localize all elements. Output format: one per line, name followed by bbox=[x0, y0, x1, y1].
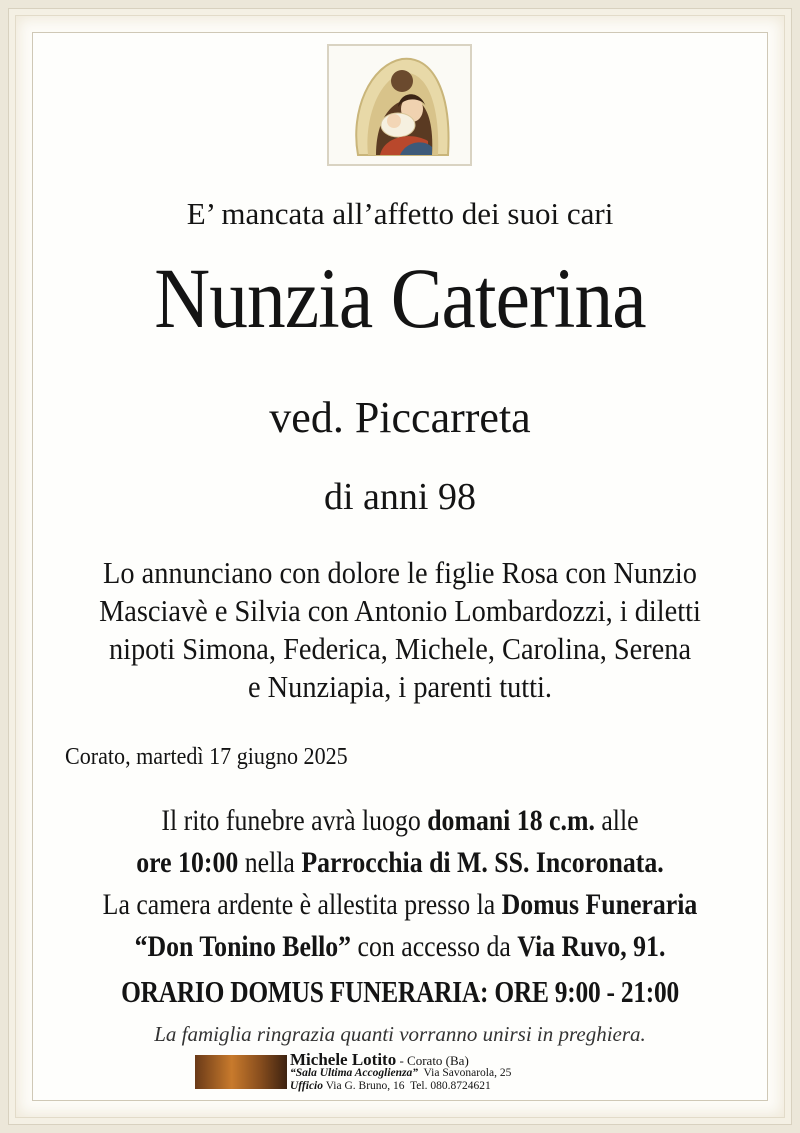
rite-line-3: La camera ardente è allestita presso la Domus Funeraria bbox=[102, 888, 698, 921]
age-text: di anni 98 bbox=[324, 476, 476, 518]
rite-line-1: Il rito funebre avrà luogo domani 18 c.m. alle bbox=[161, 804, 639, 837]
deceased-name: Nunzia Caterina bbox=[154, 250, 646, 346]
intro-text: E’ mancata all’affetto dei suoi cari bbox=[186, 196, 614, 231]
widow-of-text: ved. Piccarreta bbox=[269, 393, 531, 442]
funeral-home-logo bbox=[195, 1055, 287, 1089]
opening-hours: ORARIO DOMUS FUNERARIA: ORE 9:00 - 21:00 bbox=[121, 974, 679, 1009]
funeral-home-footer bbox=[193, 1050, 613, 1090]
place-date: Corato, martedì 17 giugno 2025 bbox=[65, 744, 348, 770]
rite-line-4: “Don Tonino Bello” con accesso da Via Ruvo, 91. bbox=[134, 930, 666, 963]
funeral-home-hall: “Sala Ultima Accoglienza” Via Savonarola, 25 bbox=[290, 1067, 512, 1079]
holy-family-image bbox=[327, 44, 472, 166]
announcement-line: nipoti Simona, Federica, Michele, Carolina, Serena bbox=[108, 632, 692, 666]
thanks-text: La famiglia ringrazia quanti vorranno unirsi in preghiera. bbox=[154, 1022, 646, 1046]
announcement-paragraph bbox=[0, 554, 800, 706]
announcement-line: Lo annunciano con dolore le figlie Rosa con Nunzio bbox=[103, 556, 697, 590]
funeral-home-name: Michele Lotito - Corato (Ba) bbox=[290, 1050, 469, 1069]
announcement-line: Masciavè e Silvia con Antonio Lombardozzi, i diletti bbox=[99, 594, 701, 628]
holy-family-icon bbox=[340, 51, 460, 159]
rite-line-2: ore 10:00 nella Parrocchia di M. SS. Incoronata. bbox=[136, 846, 664, 879]
announcement-line: e Nunziapia, i parenti tutti. bbox=[247, 670, 553, 704]
funeral-details bbox=[0, 800, 800, 968]
funeral-home-office: Ufficio Via G. Bruno, 16 Tel. 080.8724621 bbox=[290, 1080, 491, 1092]
